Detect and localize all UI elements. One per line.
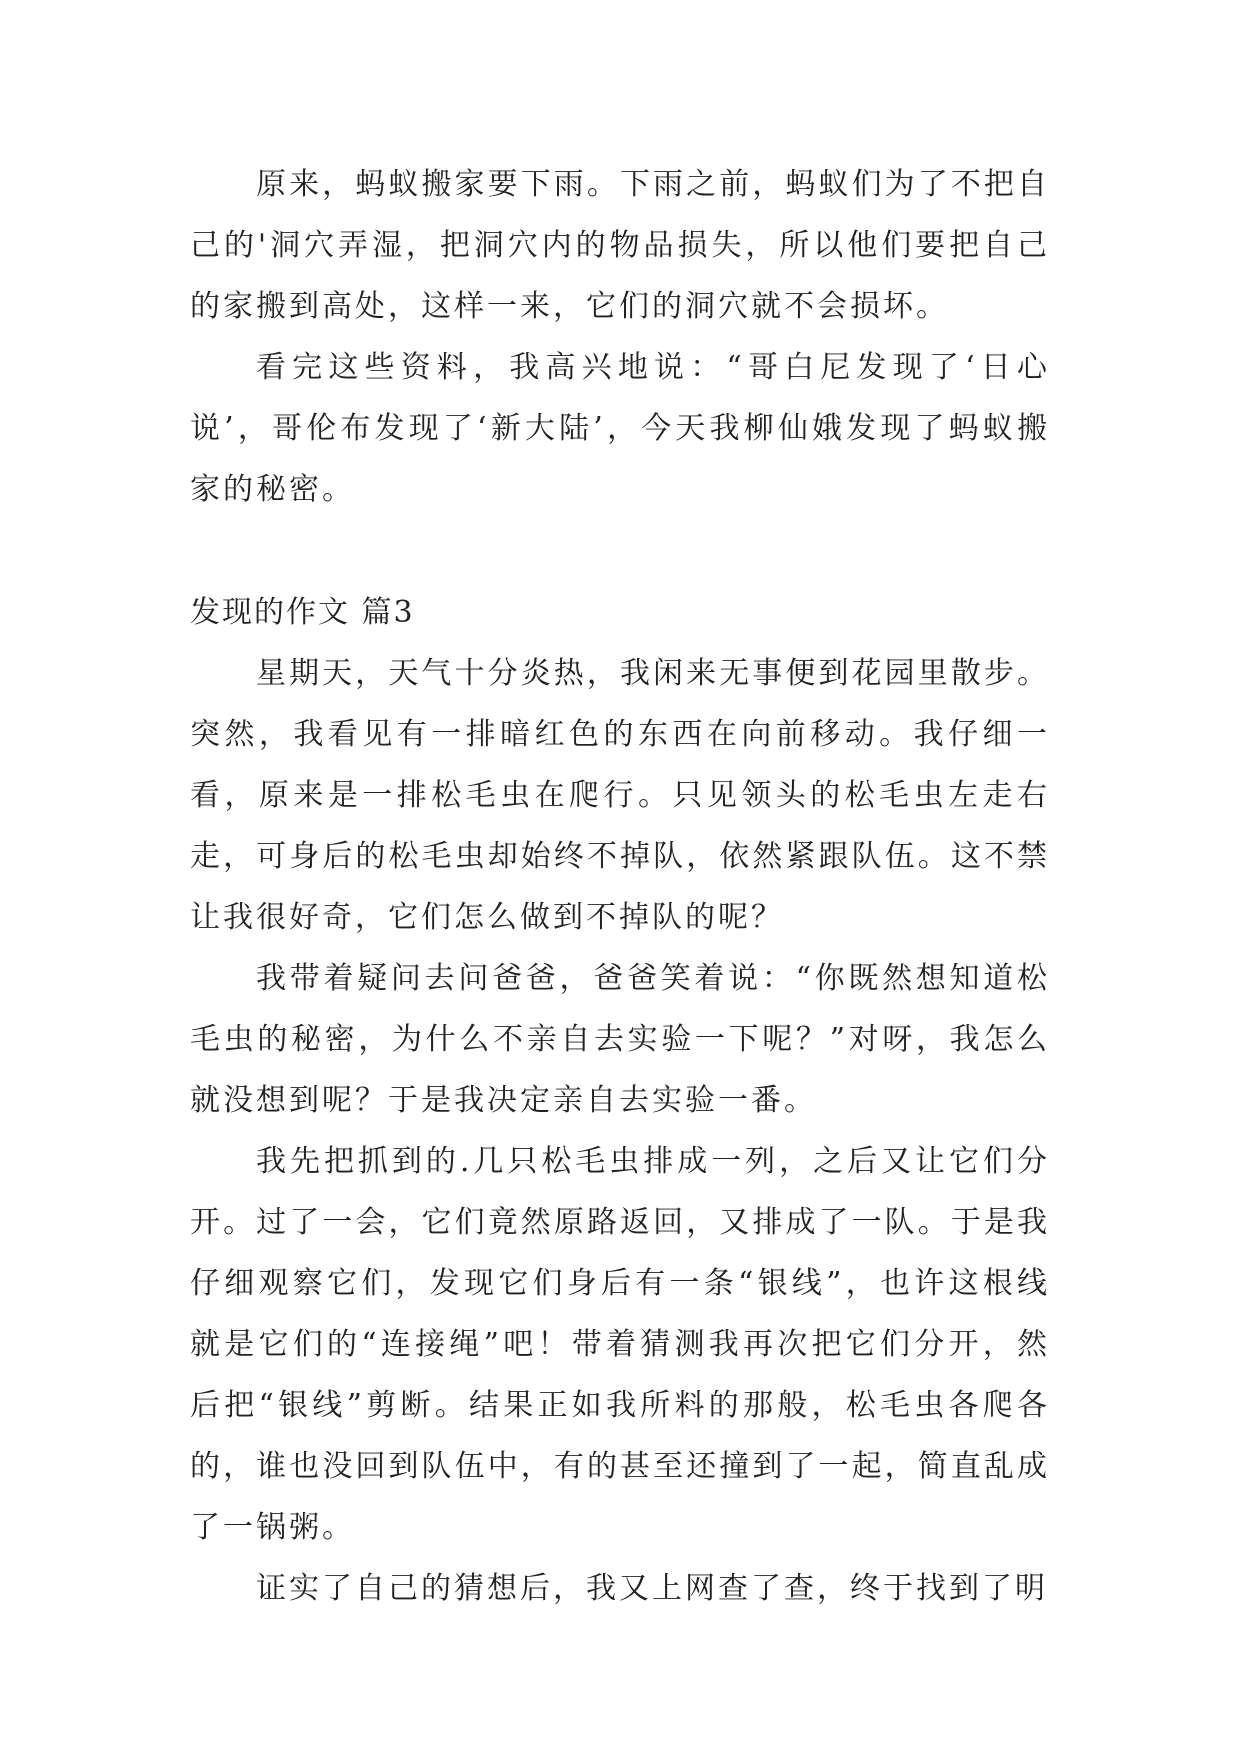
paragraph: 原来，蚂蚁搬家要下雨。下雨之前，蚂蚁们为了不把自己的'洞穴弄湿，把洞穴内的物品损失，所以他们要把自己的家搬到高处，这样一来，它们的洞穴就不会损坏。 [190, 167, 1050, 324]
paragraph: 星期天，天气十分炎热，我闲来无事便到花园里散步。突然，我看见有一排暗红色的东西在向前移动。我仔细一看，原来是一排松毛虫在爬行。只见领头的松毛虫左走右走，可身后的松毛虫却始终不掉队，依然紧跟队伍。这不禁让我很好奇，它们怎么做到不掉队的呢？ [190, 656, 1050, 935]
section-heading: 发现的作文 篇3 [190, 595, 415, 630]
document-page [190, 154, 1050, 1619]
paragraph: 我先把抓到的.几只松毛虫排成一列，之后又让它们分开。过了一会，它们竟然原路返回，又排成了一队。于是我仔细观察它们，发现它们身后有一条“银线”，也许这根线就是它们的“连接绳”吧！带着猜测我再次把它们分开，然后把“银线”剪断。结果正如我所料的那般，松毛虫各爬各的，谁也没回到队伍中，有的甚至还撞到了一起，简直乱成了一锅粥。 [190, 1144, 1050, 1545]
paragraph: 看完这些资料，我高兴地说：“哥白尼发现了‘日心说’，哥伦布发现了‘新大陆’，今天我柳仙娥发现了蚂蚁搬家的秘密。 [190, 350, 1050, 507]
paragraph: 我带着疑问去问爸爸，爸爸笑着说：“你既然想知道松毛虫的秘密，为什么不亲自去实验一下呢？”对呀，我怎么就没想到呢？于是我决定亲自去实验一番。 [190, 961, 1050, 1118]
paragraph: 证实了自己的猜想后，我又上网查了查，终于找到了明 [256, 1571, 1048, 1606]
